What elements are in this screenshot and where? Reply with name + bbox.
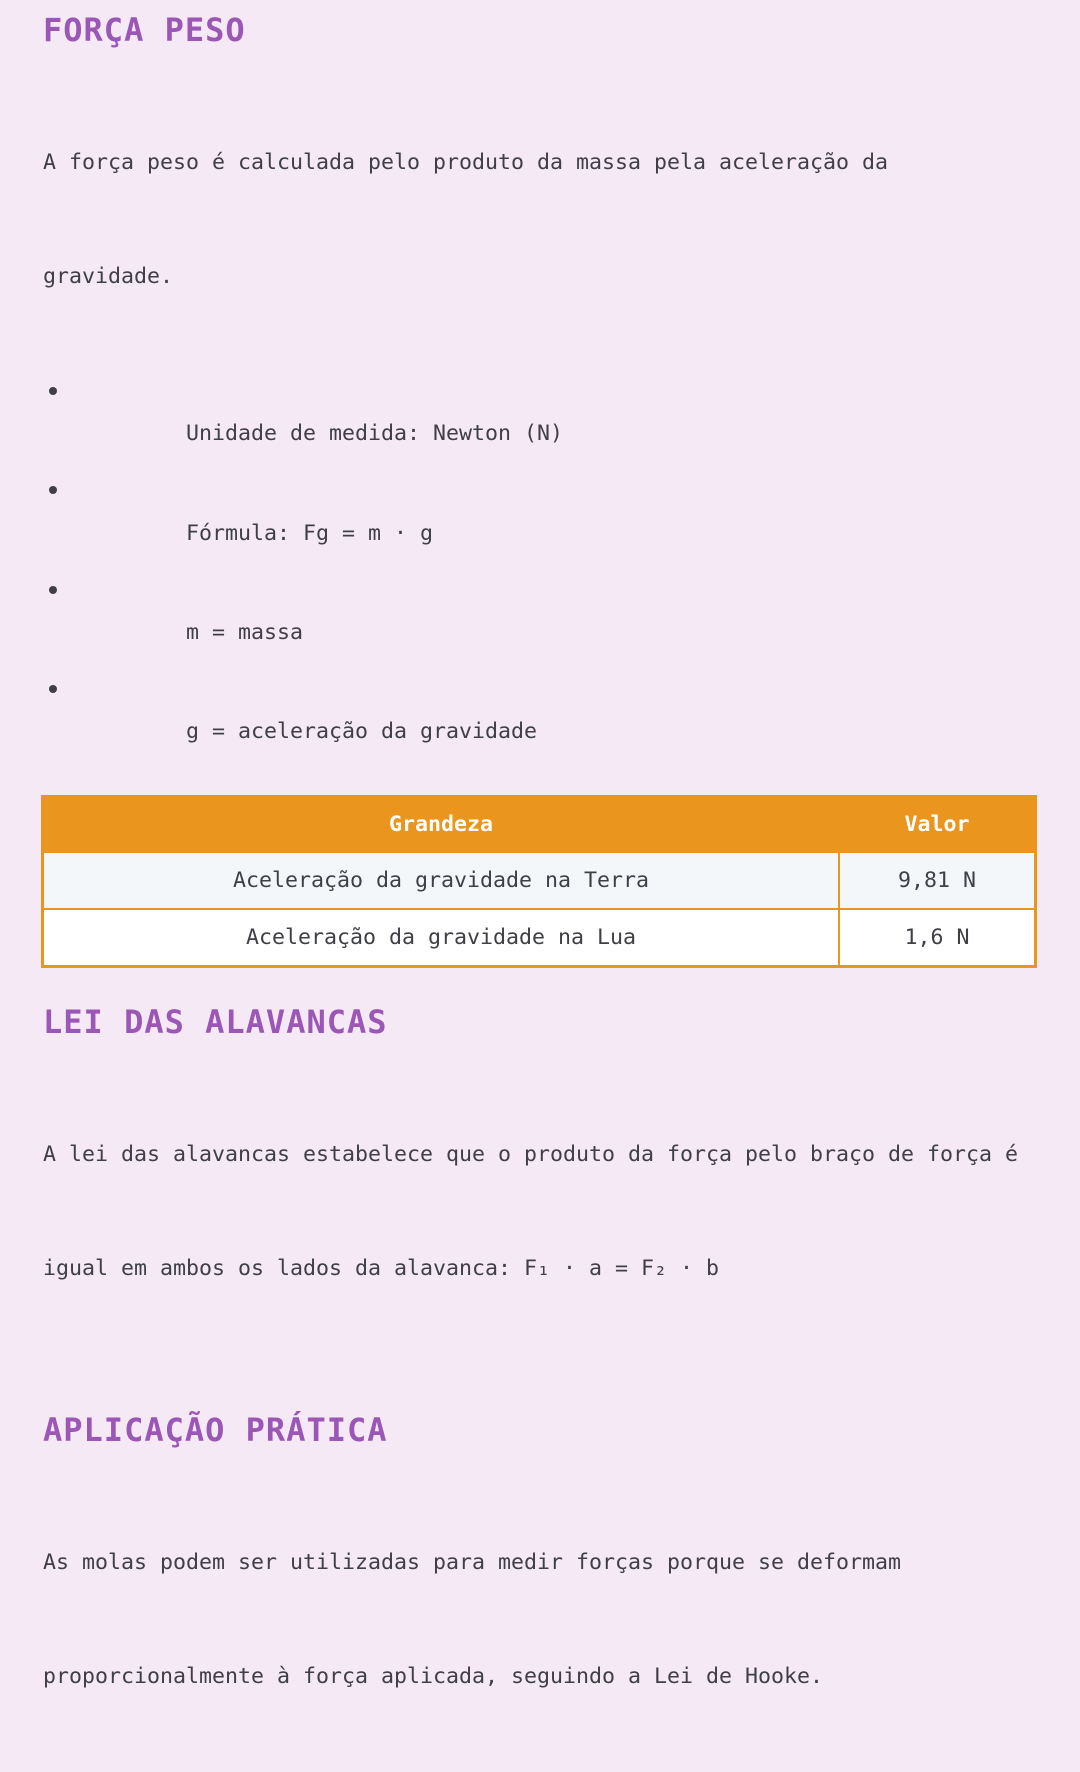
table-header-row — [43, 796, 1036, 852]
table-cell-grandeza: Aceleração da gravidade na Terra — [43, 852, 839, 909]
section-lei-das-alavancas — [43, 1002, 1037, 1364]
table-row-lua — [43, 909, 1036, 966]
section-forca-peso — [43, 11, 1037, 968]
aplicacao-pratica-paragraph — [43, 1468, 1037, 1772]
bullet-item-label: m = massa — [186, 619, 304, 645]
table-cell-valor: 9,81 N — [839, 852, 1036, 909]
table-row-terra — [43, 852, 1036, 909]
lei-line-1: A lei das alavancas estabelece que o produto da força pelo braço de força é — [43, 1141, 1019, 1167]
section-aplicacao-pratica — [43, 1410, 1037, 1772]
lei-line-2-formula: igual em ambos os lados da alavanca: F₁ · a = F₂ · b — [43, 1255, 720, 1281]
lei-das-alavancas-paragraph — [43, 1060, 1037, 1364]
bullet-item-unidade — [43, 380, 1037, 466]
bullet-dot-icon — [49, 586, 57, 594]
bullet-dot-icon — [49, 486, 57, 494]
bullet-item-massa — [43, 579, 1037, 665]
aplicacao-line-1: As molas podem ser utilizadas para medir forças porque se deformam — [43, 1549, 902, 1575]
bullet-item-label: Fórmula: Fg = m · g — [186, 520, 434, 546]
table-cell-grandeza: Aceleração da gravidade na Lua — [43, 909, 839, 966]
bullet-item-label: g = aceleração da gravidade — [186, 719, 538, 745]
aplicacao-line-2: proporcionalmente à força aplicada, seguindo a Lei de Hooke. — [43, 1663, 824, 1689]
table-header-valor: Valor — [839, 796, 1036, 852]
gravity-values-table — [41, 795, 1037, 968]
heading-lei-das-alavancas: LEI DAS ALAVANCAS — [43, 1002, 388, 1041]
heading-aplicacao-pratica: APLICAÇÃO PRÁTICA — [43, 1410, 388, 1449]
heading-forca-peso: FORÇA PESO — [43, 11, 246, 49]
bullet-dot-icon — [49, 685, 57, 693]
table-cell-valor: 1,6 N — [839, 909, 1036, 966]
forca-peso-intro — [43, 68, 1037, 372]
intro-line-1: A força peso é calculada pelo produto da massa pela aceleração da — [43, 150, 889, 175]
table-header-grandeza: Grandeza — [43, 796, 839, 852]
bullet-item-gravidade — [43, 678, 1037, 764]
forca-peso-bullet-list — [43, 380, 1037, 765]
bullet-item-label: Unidade de medida: Newton (N) — [186, 421, 564, 447]
intro-line-2: gravidade. — [43, 264, 174, 289]
bullet-item-formula — [43, 479, 1037, 565]
bullet-dot-icon — [49, 387, 57, 395]
